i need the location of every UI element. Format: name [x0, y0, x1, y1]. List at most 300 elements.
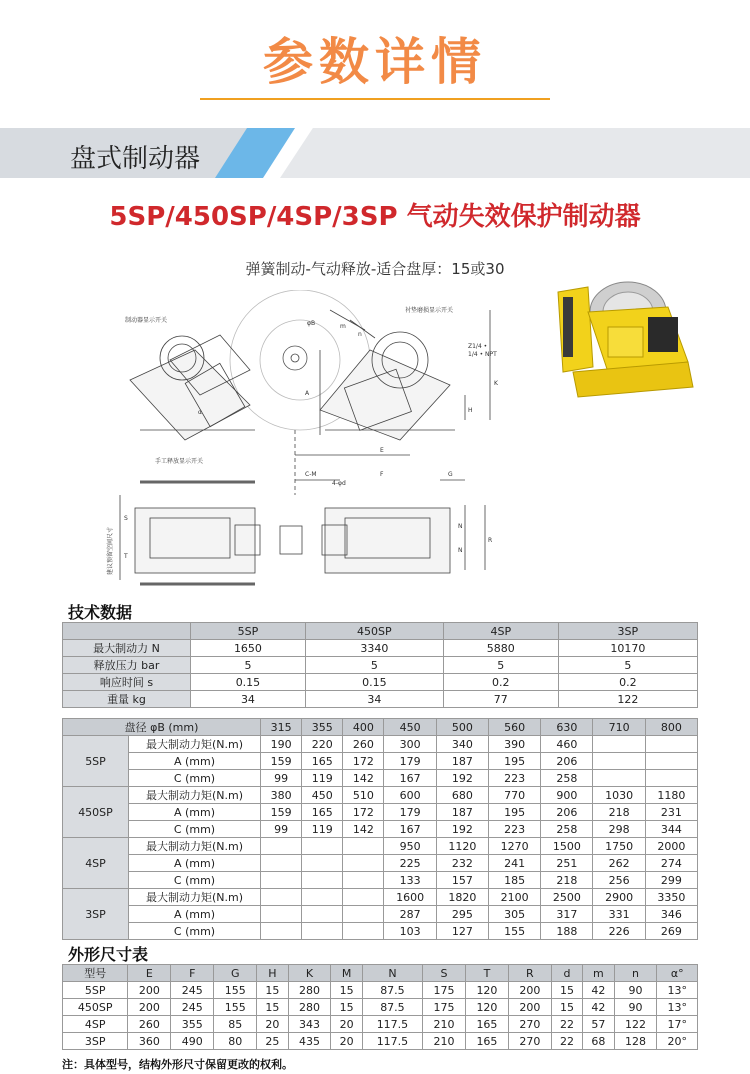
diameter-cell: 630: [541, 719, 593, 736]
cell: 117.5: [362, 1016, 422, 1033]
torque-header-row: [63, 719, 698, 736]
cell: [261, 872, 302, 889]
cell: 155: [488, 923, 540, 940]
cell: 1120: [436, 838, 488, 855]
cell: 165: [302, 804, 343, 821]
model-cell: 450SP: [63, 787, 129, 838]
cell: 245: [171, 982, 214, 999]
cell: 200: [508, 982, 551, 999]
cell: 172: [343, 753, 384, 770]
table-row: [63, 753, 698, 770]
table-row: [63, 889, 698, 906]
cell: 269: [645, 923, 697, 940]
table-row: [63, 770, 698, 787]
cell: 210: [423, 1016, 466, 1033]
tech-data-table: [62, 622, 698, 708]
cell: 188: [541, 923, 593, 940]
cell: 10170: [558, 640, 697, 657]
category-band: [0, 128, 750, 178]
header-underline: [200, 98, 550, 100]
cell: 57: [583, 1016, 614, 1033]
table-row: [63, 640, 698, 657]
cell: 1270: [488, 838, 540, 855]
dim-N1: N: [458, 523, 463, 530]
model-cell: 3SP: [63, 889, 129, 940]
cell: 13°: [657, 982, 698, 999]
dim-S: S: [124, 515, 128, 522]
model-cell: 5SP: [63, 982, 128, 999]
left-caliper-body: [130, 350, 250, 440]
cell: 262: [593, 855, 645, 872]
cell: 200: [128, 999, 171, 1016]
dims-col: H: [257, 965, 288, 982]
cell: 258: [541, 821, 593, 838]
cell: 20: [331, 1016, 362, 1033]
model-cell: 450SP: [63, 999, 128, 1016]
cell: 187: [436, 753, 488, 770]
dims-col: F: [171, 965, 214, 982]
cell: 165: [465, 1016, 508, 1033]
dims-col: d: [551, 965, 582, 982]
cell: [261, 923, 302, 940]
diameter-cell: 450: [384, 719, 436, 736]
cell: [343, 872, 384, 889]
cell: 42: [583, 999, 614, 1016]
cell: 20: [257, 1016, 288, 1033]
cell: 3340: [305, 640, 443, 657]
product-subtitle: 弹簧制动-气动释放-适合盘厚：15或30: [245, 260, 505, 278]
cell: 460: [541, 736, 593, 753]
category-label: 盘式制动器: [70, 144, 201, 174]
row-label: 最大制动力矩(N.m): [129, 787, 261, 804]
cell: 175: [423, 999, 466, 1016]
cell: 167: [384, 821, 436, 838]
cell: 331: [593, 906, 645, 923]
technical-drawing: [100, 290, 540, 600]
cell: [343, 923, 384, 940]
dims-header-row: [63, 965, 698, 982]
cell: 187: [436, 804, 488, 821]
cell: 15: [331, 999, 362, 1016]
dims-col: M: [331, 965, 362, 982]
model-cell: 5SP: [63, 736, 129, 787]
tech-col: 4SP: [443, 623, 558, 640]
label-indicator-switch: 制动器显示开关: [125, 317, 168, 324]
diameter-cell: 800: [645, 719, 697, 736]
cell: 20: [331, 1033, 362, 1050]
dim-CM: C-M: [305, 471, 317, 478]
row-label: 最大制动力矩(N.m): [129, 889, 261, 906]
cell: 179: [384, 804, 436, 821]
cell: 305: [488, 906, 540, 923]
cell: 1650: [191, 640, 306, 657]
row-label: 最大制动力矩(N.m): [129, 838, 261, 855]
cell: [343, 855, 384, 872]
cell: 165: [465, 1033, 508, 1050]
cell: 155: [214, 982, 257, 999]
cell: 195: [488, 804, 540, 821]
cell: 950: [384, 838, 436, 855]
label-space: 建议预留空间尺寸: [107, 526, 114, 575]
table-row: [63, 691, 698, 708]
cell: 200: [128, 982, 171, 999]
cell: [343, 838, 384, 855]
cell: [302, 838, 343, 855]
diameter-cell: 400: [343, 719, 384, 736]
tech-col-blank: [63, 623, 191, 640]
cell: 17°: [657, 1016, 698, 1033]
dims-body: [63, 965, 698, 1050]
table-row: [63, 674, 698, 691]
cell: 435: [288, 1033, 331, 1050]
cell: [343, 906, 384, 923]
cell: [302, 923, 343, 940]
cell: 15: [257, 999, 288, 1016]
row-label: A (mm): [129, 804, 261, 821]
row-label: C (mm): [129, 872, 261, 889]
cell: 2100: [488, 889, 540, 906]
label-4phid: 4-φd: [332, 480, 346, 487]
cell: [593, 753, 645, 770]
cell: 226: [593, 923, 645, 940]
table-row: [63, 982, 698, 999]
cell: [261, 889, 302, 906]
dims-col: T: [465, 965, 508, 982]
cell: 128: [614, 1033, 657, 1050]
cell: 280: [288, 999, 331, 1016]
tech-section-title: 技术数据: [68, 603, 133, 622]
cell: 133: [384, 872, 436, 889]
row-label: 最大制动力矩(N.m): [129, 736, 261, 753]
cell: 103: [384, 923, 436, 940]
cell: 270: [508, 1033, 551, 1050]
table-row: [63, 821, 698, 838]
diameter-cell: 315: [261, 719, 302, 736]
cell: 510: [343, 787, 384, 804]
cell: [302, 889, 343, 906]
row-label: A (mm): [129, 753, 261, 770]
cell: 220: [302, 736, 343, 753]
cell: 159: [261, 804, 302, 821]
cell: 223: [488, 770, 540, 787]
cell: 900: [541, 787, 593, 804]
cell: 127: [436, 923, 488, 940]
cell: 770: [488, 787, 540, 804]
dim-R: R: [488, 537, 493, 544]
row-label: A (mm): [129, 855, 261, 872]
cell: 680: [436, 787, 488, 804]
cell: 260: [343, 736, 384, 753]
page-header-title: 参数详情: [263, 33, 487, 91]
dims-col: n: [614, 965, 657, 982]
cell: 274: [645, 855, 697, 872]
cell: 119: [302, 821, 343, 838]
cell: [645, 736, 697, 753]
cell: 119: [302, 770, 343, 787]
tech-header-row: [63, 623, 698, 640]
cell: 600: [384, 787, 436, 804]
cell: 165: [302, 753, 343, 770]
cell: 223: [488, 821, 540, 838]
cell: [343, 889, 384, 906]
cell: [593, 736, 645, 753]
cell: 200: [508, 999, 551, 1016]
cell: 192: [436, 821, 488, 838]
cell: [261, 855, 302, 872]
cell: 25: [257, 1033, 288, 1050]
dim-H: H: [468, 407, 473, 414]
diameter-cell: 560: [488, 719, 540, 736]
cell: 231: [645, 804, 697, 821]
dims-table: [62, 964, 698, 1050]
cell: 206: [541, 804, 593, 821]
table-row: [63, 657, 698, 674]
dims-col: 型号: [63, 965, 128, 982]
row-label: 响应时间 s: [63, 674, 191, 691]
diameter-cell: 500: [436, 719, 488, 736]
cell: 390: [488, 736, 540, 753]
cell: 167: [384, 770, 436, 787]
cell: 2500: [541, 889, 593, 906]
torque-body: [63, 719, 698, 940]
cell: 99: [261, 770, 302, 787]
cell: [645, 753, 697, 770]
dims-col: R: [508, 965, 551, 982]
dim-A: A: [305, 390, 310, 397]
dims-section-title: 外形尺寸表: [68, 945, 149, 964]
cell: 80: [214, 1033, 257, 1050]
cell: 3350: [645, 889, 697, 906]
cell: 299: [645, 872, 697, 889]
dims-col: S: [423, 965, 466, 982]
dim-K: K: [494, 380, 498, 387]
cell: [261, 906, 302, 923]
table-row: [63, 1016, 698, 1033]
cell: 218: [541, 872, 593, 889]
cell: 175: [423, 982, 466, 999]
cell: 360: [128, 1033, 171, 1050]
tech-col: 450SP: [305, 623, 443, 640]
cell: 280: [288, 982, 331, 999]
dims-col: K: [288, 965, 331, 982]
torque-table: [62, 718, 698, 940]
row-label: 最大制动力 N: [63, 640, 191, 657]
row-label: C (mm): [129, 923, 261, 940]
cell: 287: [384, 906, 436, 923]
table-row: [63, 1033, 698, 1050]
cell: 155: [214, 999, 257, 1016]
dim-n: n: [358, 331, 362, 338]
cell: 15: [551, 982, 582, 999]
cell: 85: [214, 1016, 257, 1033]
row-label: A (mm): [129, 906, 261, 923]
model-cell: 4SP: [63, 1016, 128, 1033]
cell: 15: [257, 982, 288, 999]
cell: 346: [645, 906, 697, 923]
cell: 5: [191, 657, 306, 674]
cell: 355: [171, 1016, 214, 1033]
table-row: [63, 999, 698, 1016]
dim-N2: N: [458, 547, 463, 554]
dims-col: m: [583, 965, 614, 982]
label-npt2: 1/4 • NPT: [468, 351, 497, 358]
footnote: 注：具体型号，结构外形尺寸保留更改的权利。: [62, 1058, 293, 1071]
cell: 122: [614, 1016, 657, 1033]
dims-col: E: [128, 965, 171, 982]
table-row: [63, 872, 698, 889]
cell: 256: [593, 872, 645, 889]
row-label: 重量 kg: [63, 691, 191, 708]
cell: 1030: [593, 787, 645, 804]
cell: 218: [593, 804, 645, 821]
cell: 450: [302, 787, 343, 804]
cell: 340: [436, 736, 488, 753]
cell: 87.5: [362, 982, 422, 999]
model-cell: 4SP: [63, 838, 129, 889]
cell: 206: [541, 753, 593, 770]
cell: 192: [436, 770, 488, 787]
band-gray-right: [280, 128, 750, 178]
dim-m: m: [340, 323, 346, 330]
cell: 13°: [657, 999, 698, 1016]
cell: [593, 770, 645, 787]
label-wear-switch: 衬垫磨损显示开关: [405, 307, 454, 314]
cell: 120: [465, 999, 508, 1016]
dims-col: N: [362, 965, 422, 982]
cell: 0.2: [558, 674, 697, 691]
cell: 490: [171, 1033, 214, 1050]
cell: 87.5: [362, 999, 422, 1016]
brake-product-photo: [548, 272, 698, 412]
label-manual-release: 手工释放显示开关: [155, 458, 204, 465]
cell: [302, 872, 343, 889]
cell: 142: [343, 770, 384, 787]
tech-col: 3SP: [558, 623, 697, 640]
dim-T: T: [124, 553, 128, 560]
table-row: [63, 787, 698, 804]
dim-E: E: [380, 447, 384, 454]
cell: 190: [261, 736, 302, 753]
cell: 210: [423, 1033, 466, 1050]
dim-G: G: [448, 471, 453, 478]
cell: 5: [558, 657, 697, 674]
product-title: 5SP/450SP/4SP/3SP 气动失效保护制动器: [109, 202, 641, 232]
cell: 1180: [645, 787, 697, 804]
cell: 251: [541, 855, 593, 872]
cell: 225: [384, 855, 436, 872]
cell: 380: [261, 787, 302, 804]
model-cell: 3SP: [63, 1033, 128, 1050]
diameter-cell: 710: [593, 719, 645, 736]
cell: 300: [384, 736, 436, 753]
cell: 1820: [436, 889, 488, 906]
hub: [283, 346, 307, 370]
cell: 99: [261, 821, 302, 838]
cell: [645, 770, 697, 787]
cell: 15: [331, 982, 362, 999]
cell: 2900: [593, 889, 645, 906]
row-label: C (mm): [129, 770, 261, 787]
cell: 344: [645, 821, 697, 838]
table-row: [63, 804, 698, 821]
diameter-cell: 355: [302, 719, 343, 736]
cell: 2000: [645, 838, 697, 855]
cell: 5: [443, 657, 558, 674]
cell: 15: [551, 999, 582, 1016]
cell: 34: [305, 691, 443, 708]
table-row: [63, 838, 698, 855]
cell: 295: [436, 906, 488, 923]
cell: 1750: [593, 838, 645, 855]
cell: 122: [558, 691, 697, 708]
cell: 1500: [541, 838, 593, 855]
cell: 1600: [384, 889, 436, 906]
cell: 241: [488, 855, 540, 872]
cell: [302, 855, 343, 872]
cell: 22: [551, 1033, 582, 1050]
cell: [261, 838, 302, 855]
cell: 159: [261, 753, 302, 770]
cell: 117.5: [362, 1033, 422, 1050]
cell: 245: [171, 999, 214, 1016]
cell: 22: [551, 1016, 582, 1033]
cell: 0.15: [191, 674, 306, 691]
cell: 77: [443, 691, 558, 708]
dims-col: G: [214, 965, 257, 982]
cell: 185: [488, 872, 540, 889]
cell: 42: [583, 982, 614, 999]
cell: 20°: [657, 1033, 698, 1050]
cell: 120: [465, 982, 508, 999]
cell: 343: [288, 1016, 331, 1033]
dim-F: F: [380, 471, 384, 478]
cell: 179: [384, 753, 436, 770]
cell: 270: [508, 1016, 551, 1033]
tech-col: 5SP: [191, 623, 306, 640]
cell: 195: [488, 753, 540, 770]
cell: 68: [583, 1033, 614, 1050]
cell: 0.15: [305, 674, 443, 691]
diameter-header: 盘径 φB (mm): [63, 719, 261, 736]
dims-col: α°: [657, 965, 698, 982]
label-phiB: φB: [307, 320, 316, 327]
table-row: [63, 906, 698, 923]
table-row: [63, 736, 698, 753]
cell: 258: [541, 770, 593, 787]
cell: 298: [593, 821, 645, 838]
cell: 260: [128, 1016, 171, 1033]
cell: [302, 906, 343, 923]
cell: 90: [614, 982, 657, 999]
cell: 0.2: [443, 674, 558, 691]
table-row: [63, 923, 698, 940]
cell: 142: [343, 821, 384, 838]
dim-alpha: α: [198, 409, 202, 416]
disc-inner: [260, 320, 340, 400]
cell: 90: [614, 999, 657, 1016]
cell: 172: [343, 804, 384, 821]
cell: 5: [305, 657, 443, 674]
row-label: C (mm): [129, 821, 261, 838]
cell: 317: [541, 906, 593, 923]
cell: 232: [436, 855, 488, 872]
table-row: [63, 855, 698, 872]
cell: 34: [191, 691, 306, 708]
cell: 5880: [443, 640, 558, 657]
cell: 157: [436, 872, 488, 889]
label-npt1: Z1/4 •: [468, 343, 488, 350]
row-label: 释放压力 bar: [63, 657, 191, 674]
